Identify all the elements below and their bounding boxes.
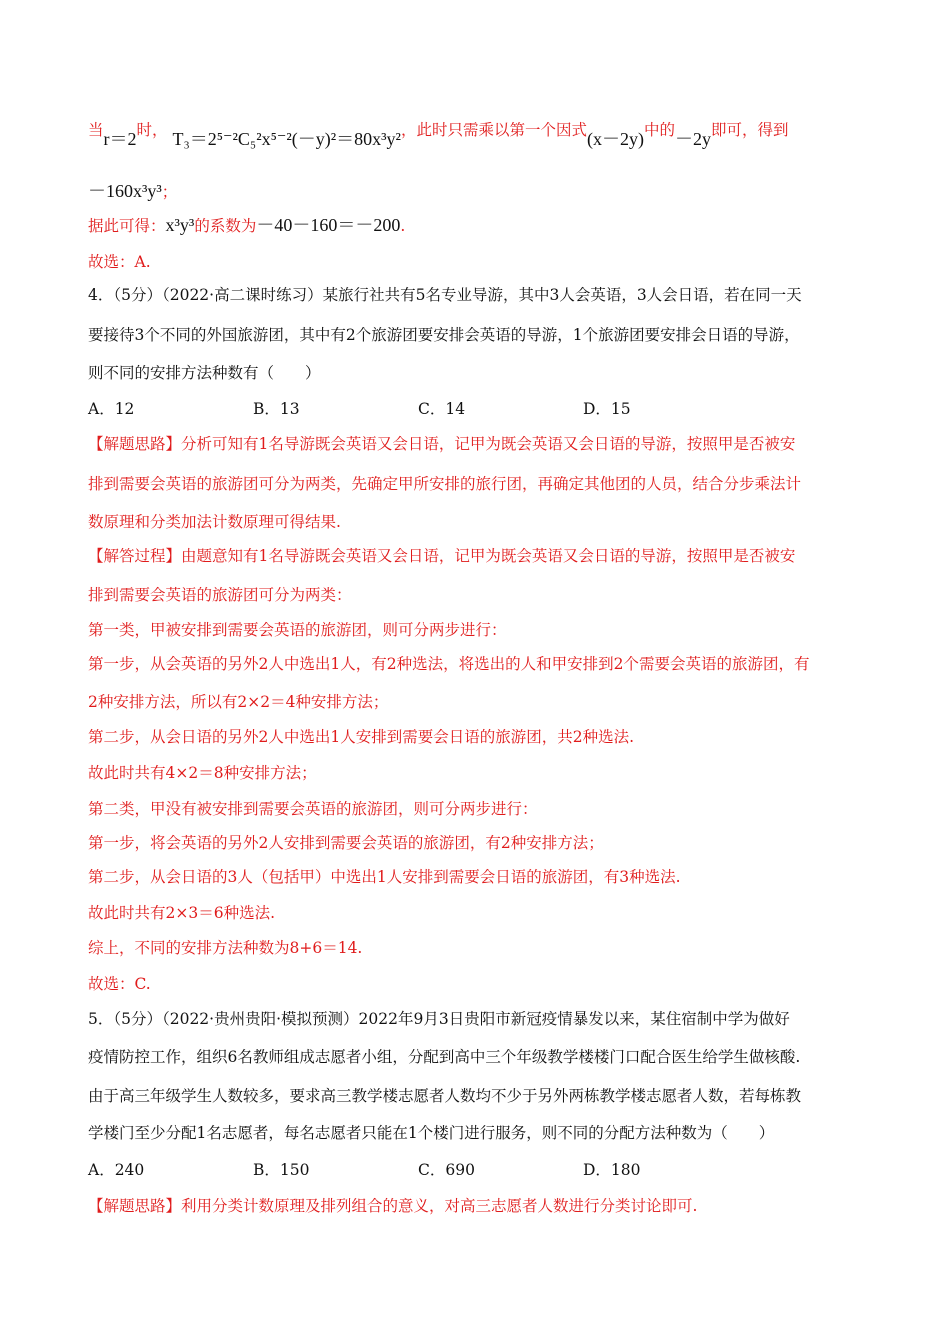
q5-option-c: C．690: [418, 1161, 475, 1179]
q4-process-line: 故此时共有4×2＝8种安排方法；: [88, 764, 317, 782]
sol3-text: 的系数为: [194, 217, 257, 235]
q4-process-line: 综上，不同的安排方法种数为8+6＝14.: [88, 939, 363, 957]
q5-stem-line2: 疫情防控工作，组织6名教师组成志愿者小组，分配到高中三个年级教学楼楼门口配合医生给学生做核酸.: [88, 1048, 801, 1066]
q4-process-line: 第一类，甲被安排到需要会英语的旅游团，则可分两步进行：: [88, 621, 507, 639]
math-r: r＝2: [103, 129, 137, 149]
q5-stem-line1: 5．（5分）（2022·贵州贵阳·模拟预测）2022年9月3日贵阳市新冠疫情暴发以来，某住宿制中学为做好: [88, 1010, 790, 1028]
q4-stem-line1: 4．（5分）（2022·高二课时练习）某旅行社共有5名专业导游，其中3人会英语，3人会日语，若在同一天: [88, 286, 802, 304]
sol3-line3: [88, 214, 405, 237]
sol3-text: ；: [161, 183, 178, 201]
q4-process-line: 第二类，甲没有被安排到需要会英语的旅游团，则可分两步进行：: [88, 800, 538, 818]
q4-process-line: 第二步，从会日语的3人（包括甲）中选出1人安排到需要会日语的旅游团，有3种选法.: [88, 868, 681, 886]
q5-option-d: D．180: [583, 1161, 641, 1179]
q4-stem-line2: 要接待3个不同的外国旅游团，其中有2个旅游团要安排会英语的导游，1个旅游团要安排会日语的导游，: [88, 326, 800, 344]
q4-answer: 故选：C.: [88, 975, 151, 993]
q5-option-a: A．240: [88, 1161, 145, 1179]
sol3-text: 据此可得：: [88, 217, 166, 235]
q4-process-line: 第一步，将会英语的另外2人安排到需要会英语的旅游团，有2种安排方法；: [88, 834, 604, 852]
sol3-text: 即可，得到: [710, 121, 789, 139]
sol3-line1: [88, 118, 789, 149]
sol3-text: .: [400, 217, 406, 235]
q5-idea: 【解题思路】利用分类计数原理及排列组合的意义，对高三志愿者人数进行分类讨论即可.: [88, 1197, 698, 1215]
q5-stem-line4: 学楼门至少分配1名志愿者，每名志愿者只能在1个楼门进行服务，则不同的分配方法种数为（ ）: [88, 1124, 775, 1142]
q4-option-d: D．15: [583, 400, 631, 418]
q4-process-line: 故此时共有2×3＝6种选法.: [88, 904, 275, 922]
q4-process-line: 2种安排方法，所以有2×2＝4种安排方法；: [88, 693, 389, 711]
sol3-text: 时，: [136, 121, 168, 139]
q4-idea-line3: 数原理和分类加法计数原理可得结果.: [88, 513, 341, 531]
sol3-text: 当: [88, 121, 104, 139]
q4-process-line: 【解答过程】由题意知有1名导游既会英语又会日语，记甲为既会英语又会日语的导游，按照甲是否被安: [88, 547, 796, 565]
sol3-text: 中的: [643, 121, 675, 139]
q5-stem-line3: 由于高三年级学生人数较多，要求高三教学楼志愿者人数均不少于另外两栋教学楼志愿者人数，若每栋教: [88, 1087, 802, 1105]
sol3-text: ，此时只需乘以第一个因式: [400, 121, 587, 139]
sol3-answer: 故选：A.: [88, 253, 151, 271]
q4-option-b: B．13: [253, 400, 300, 418]
math-coef: －40－160＝－200: [256, 215, 401, 235]
q4-option-a: A．12: [88, 400, 135, 418]
q4-option-c: C．14: [418, 400, 466, 418]
q4-process-line: 第二步，从会日语的另外2人中选出1人安排到需要会日语的旅游团，共2种选法.: [88, 728, 635, 746]
q4-process-line: 第一步，从会英语的另外2人中选出1人，有2种选法，将选出的人和甲安排到2个需要会英语的旅游团，有: [88, 655, 810, 673]
q5-option-b: B．150: [253, 1161, 310, 1179]
sol3-line2: [88, 180, 177, 203]
q4-idea-line2: 排到需要会英语的旅游团可分为两类，先确定甲所安排的旅行团，再确定其他团的人员，结合分步乘法计: [88, 475, 802, 493]
math-x3y3: x³y³: [165, 215, 195, 235]
math-T3: T₃＝2⁵⁻²C₅²x⁵⁻²(－y)²＝80x³y²: [172, 129, 401, 149]
q4-idea-line1: 【解题思路】分析可知有1名导游既会英语又会日语，记甲为既会英语又会日语的导游，按照甲是否被安: [88, 435, 796, 453]
math-term: －2y: [674, 129, 711, 149]
q4-stem-line3: 则不同的安排方法种数有（ ）: [88, 364, 321, 382]
math-result: －160x³y³: [88, 181, 162, 201]
math-factor: (x－2y): [586, 129, 644, 149]
q4-process-line: 排到需要会英语的旅游团可分为两类：: [88, 586, 352, 604]
